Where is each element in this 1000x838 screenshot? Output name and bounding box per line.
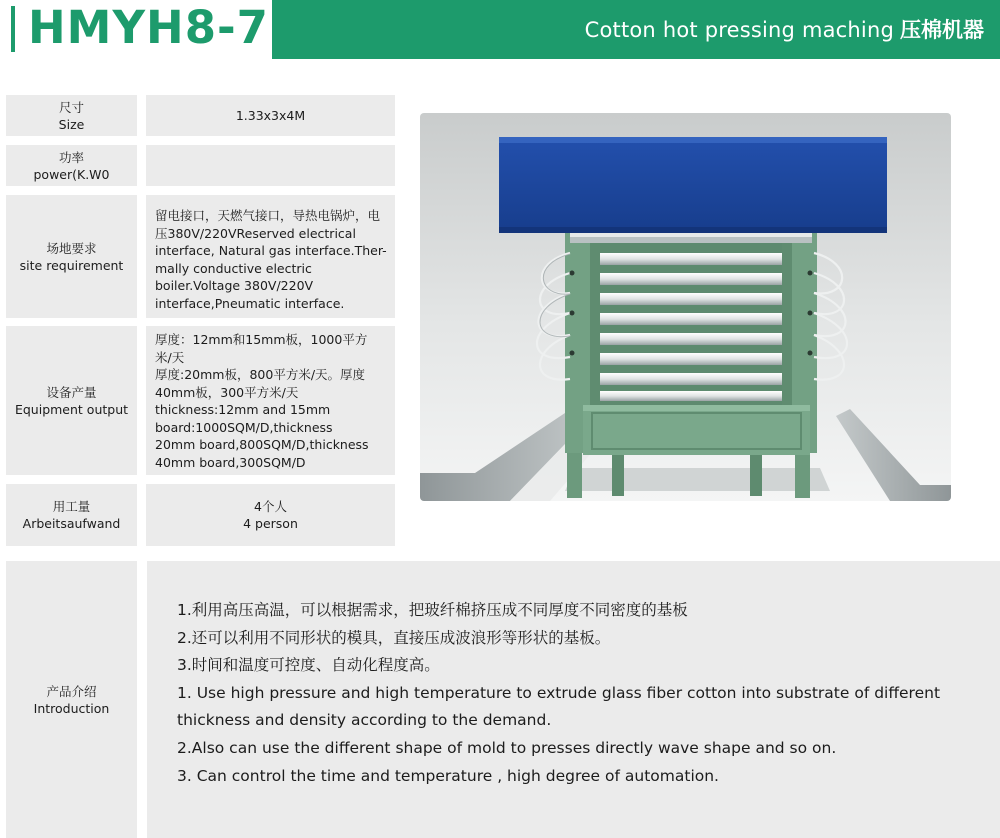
site-line: mally conductive electric bbox=[155, 260, 312, 276]
output-label-en: Equipment output bbox=[14, 401, 129, 417]
intro-line: 3. Can control the time and temperature , high degree of automation. bbox=[177, 766, 719, 785]
machine-leg bbox=[795, 451, 810, 498]
subtitle-chinese: 压棉机器 bbox=[900, 18, 984, 42]
intro-line: thickness and density according to the demand. bbox=[177, 711, 552, 730]
subtitle-english: Cotton hot pressing maching bbox=[584, 18, 894, 42]
power-label-cn: 功率 bbox=[58, 149, 84, 165]
size-value: 1.33x3x4M bbox=[235, 107, 306, 123]
site-value-cell bbox=[146, 195, 395, 318]
intro-label-cell bbox=[6, 561, 137, 838]
intro-label-cn: 产品介绍 bbox=[46, 683, 97, 699]
header-edge bbox=[0, 0, 20, 59]
site-label-cn: 场地要求 bbox=[46, 240, 97, 256]
intro-line: 3.时间和温度可控度、自动化程度高。 bbox=[177, 656, 440, 675]
labor-label-cn: 用工量 bbox=[52, 499, 91, 514]
power-label-en: power(K.W0 bbox=[33, 166, 110, 182]
machine-photo bbox=[420, 113, 951, 501]
size-label-cn: 尺寸 bbox=[58, 99, 84, 115]
site-label-en: site requirement bbox=[19, 257, 124, 273]
labor-label-en: Arbeitsaufwand bbox=[22, 516, 121, 531]
power-value-cell bbox=[146, 145, 395, 186]
intro-line: 2.Also can use the different shape of mold to presses directly wave shape and so on. bbox=[177, 738, 837, 757]
labor-label-cell bbox=[6, 484, 137, 546]
output-label-cn: 设备产量 bbox=[46, 384, 97, 400]
labor-value-en: 4 person bbox=[243, 516, 298, 531]
intro-line: 2.还可以利用不同形状的模具，直接压成波浪形等形状的基板。 bbox=[177, 628, 611, 647]
model-title: HMYH8-7 bbox=[28, 1, 269, 54]
blue-top-cylinder-block bbox=[499, 137, 887, 233]
output-line: 厚度：12mm和15mm板，1000平方 bbox=[155, 332, 368, 347]
header-subtitle bbox=[585, 15, 984, 45]
intro-line: 1.利用高压高温，可以根据需求，把玻纤棉挤压成不同厚度不同密度的基板 bbox=[177, 601, 688, 619]
labor-value-cell bbox=[146, 484, 395, 546]
intro-label-en: Introduction bbox=[33, 700, 110, 716]
machine-illustration bbox=[420, 113, 951, 501]
size-value-cell bbox=[146, 95, 395, 136]
size-label-cell bbox=[6, 95, 137, 136]
intro-text-cell bbox=[147, 561, 1000, 838]
machine-leg bbox=[567, 451, 582, 498]
header-accent-stripe bbox=[11, 6, 15, 52]
intro-line: 1. Use high pressure and high temperature to extrude glass fiber cotton into substrate of different bbox=[177, 683, 941, 702]
site-line: interface, Natural gas interface.Ther- bbox=[155, 243, 387, 258]
output-line: 40mm board,300SQM/D bbox=[155, 454, 306, 470]
output-line: 40mm板，300平方米/天 bbox=[155, 384, 299, 400]
output-label-cell bbox=[6, 326, 137, 475]
output-line: 20mm board,800SQM/D,thickness bbox=[155, 437, 369, 452]
output-line: thickness:12mm and 15mm bbox=[155, 402, 331, 417]
site-line: interface,Pneumatic interface. bbox=[155, 295, 345, 311]
site-line: boiler.Voltage 380V/220V bbox=[155, 278, 314, 293]
output-value-cell bbox=[146, 326, 395, 475]
output-line: 厚度:20mm板，800平方米/天。厚度 bbox=[155, 367, 366, 382]
site-line: 留电接口，天燃气接口，导热电锅炉，电 bbox=[155, 208, 381, 223]
labor-value-cn: 4个人 bbox=[254, 498, 287, 514]
site-line: 压380V/220VReserved electrical bbox=[155, 225, 356, 241]
output-line: board:1000SQM/D,thickness bbox=[155, 419, 333, 435]
output-line: 米/天 bbox=[155, 349, 185, 365]
site-label-cell bbox=[6, 195, 137, 318]
size-label-en: Size bbox=[58, 116, 85, 132]
power-label-cell bbox=[6, 145, 137, 186]
